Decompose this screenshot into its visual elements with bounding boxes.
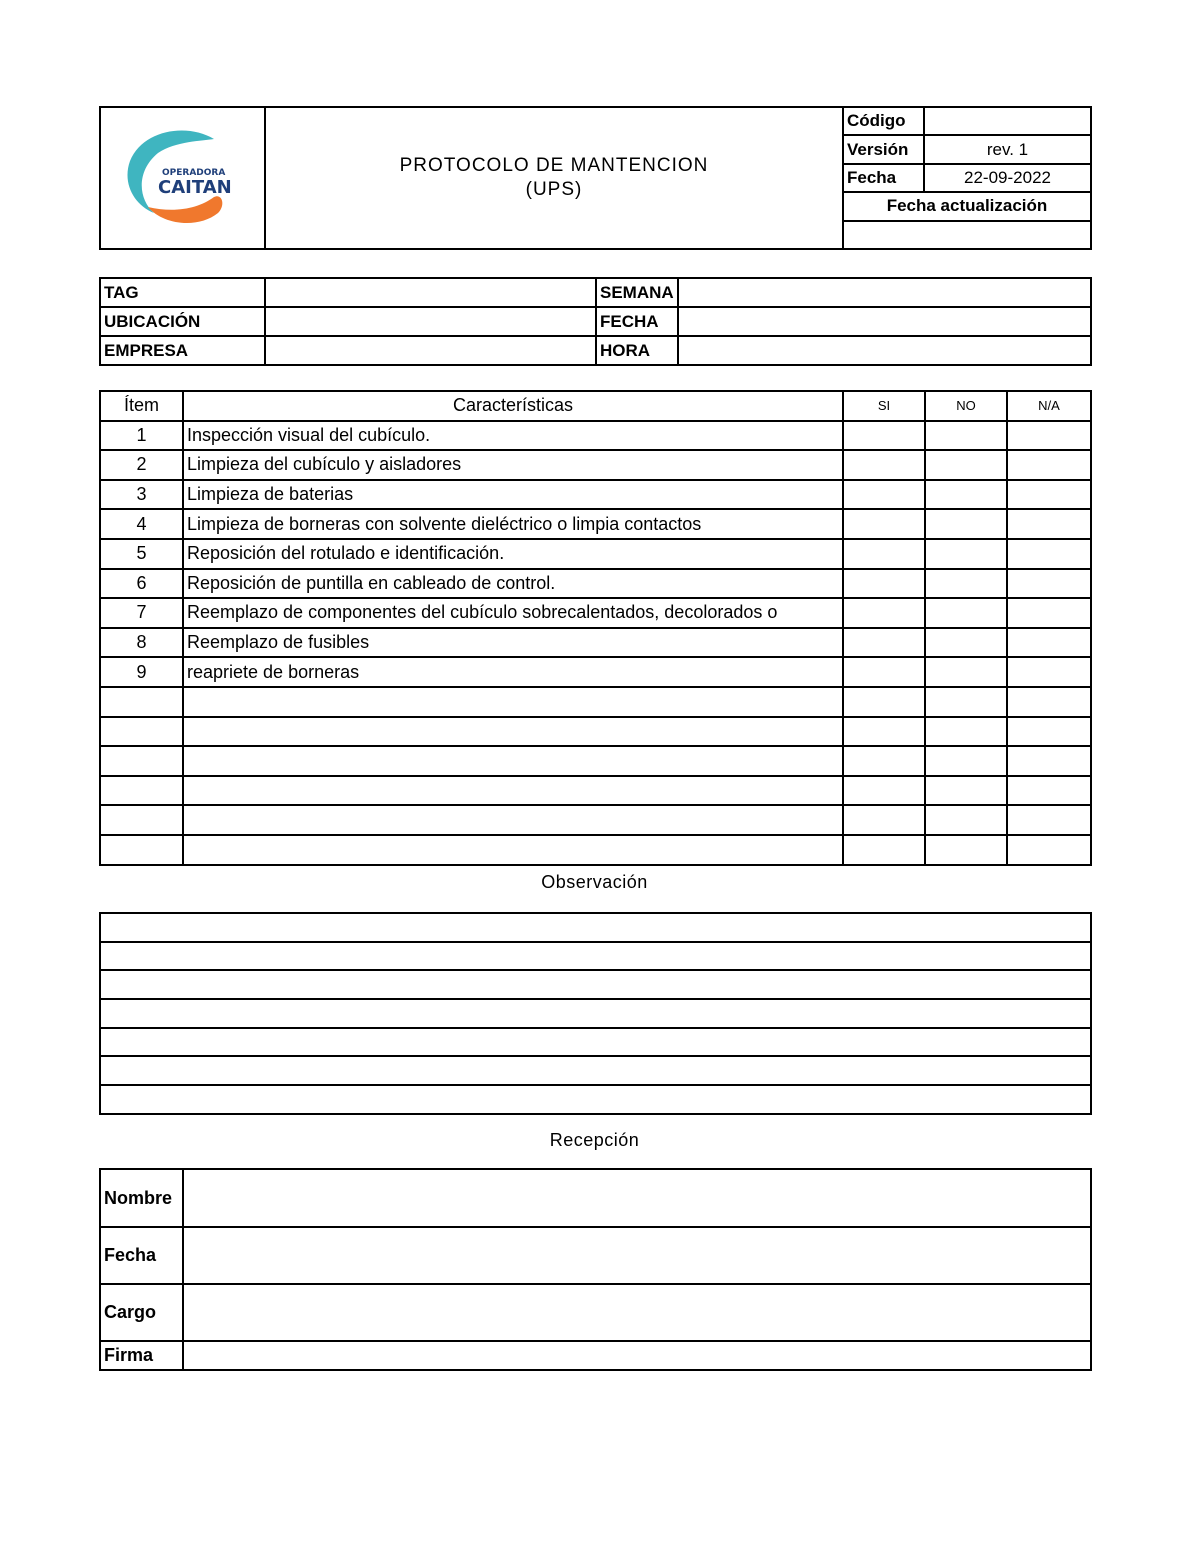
hora-label: HORA (596, 336, 678, 365)
item-header: Ítem (100, 391, 183, 421)
no-checkbox-cell[interactable] (925, 450, 1007, 480)
fecha-info-label: FECHA (596, 307, 678, 336)
no-checkbox-cell[interactable] (925, 805, 1007, 835)
recepcion-table (99, 1168, 1092, 1371)
na-checkbox-cell[interactable] (1007, 835, 1091, 865)
firma-label: Firma (100, 1341, 183, 1370)
observacion-line (100, 913, 1091, 942)
firma-field[interactable] (183, 1341, 1091, 1370)
empresa-label: EMPRESA (100, 336, 265, 365)
document-header (99, 106, 1092, 250)
characteristic-text: Limpieza del cubículo y aisladores (183, 450, 843, 480)
no-checkbox-cell[interactable] (925, 598, 1007, 628)
svg-text:CAITAN: CAITAN (157, 176, 232, 198)
si-checkbox-cell[interactable] (843, 450, 925, 480)
item-number: 8 (100, 628, 183, 658)
item-number: 6 (100, 569, 183, 599)
version-field[interactable]: rev. 1 (924, 135, 1091, 163)
na-checkbox-cell[interactable] (1007, 450, 1091, 480)
observacion-field[interactable] (100, 1085, 1091, 1114)
no-checkbox-cell[interactable] (925, 628, 1007, 658)
document-title (265, 107, 843, 249)
observacion-line (100, 999, 1091, 1028)
recepcion-title: Recepción (549, 1130, 640, 1150)
si-checkbox-cell[interactable] (843, 509, 925, 539)
characteristic-text: Reemplazo de fusibles (183, 628, 843, 658)
si-checkbox-cell[interactable] (843, 776, 925, 806)
si-checkbox-cell[interactable] (843, 569, 925, 599)
si-checkbox-cell[interactable] (843, 628, 925, 658)
observacion-table (99, 912, 1092, 1115)
item-number: 4 (100, 509, 183, 539)
semana-label: SEMANA (596, 278, 678, 307)
checklist-row (100, 746, 1091, 776)
item-number (100, 746, 183, 776)
no-checkbox-cell[interactable] (925, 776, 1007, 806)
item-number (100, 776, 183, 806)
fecha-label: Fecha (843, 164, 924, 192)
si-checkbox-cell[interactable] (843, 421, 925, 451)
checklist-row (100, 539, 1091, 569)
si-checkbox-cell[interactable] (843, 805, 925, 835)
characteristic-text: reapriete de borneras (183, 657, 843, 687)
observacion-line (100, 1085, 1091, 1114)
na-header: N/A (1007, 391, 1091, 421)
checklist-row (100, 717, 1091, 747)
si-checkbox-cell[interactable] (843, 598, 925, 628)
checklist-row (100, 598, 1091, 628)
no-checkbox-cell[interactable] (925, 480, 1007, 510)
checklist-row (100, 776, 1091, 806)
tag-label: TAG (100, 278, 265, 307)
info-table (99, 277, 1092, 366)
observacion-line (100, 970, 1091, 999)
observacion-line (100, 942, 1091, 971)
ubicacion-label: UBICACIÓN (100, 307, 265, 336)
na-checkbox-cell[interactable] (1007, 509, 1091, 539)
checklist-row (100, 509, 1091, 539)
observacion-field[interactable] (100, 942, 1091, 971)
si-checkbox-cell[interactable] (843, 717, 925, 747)
na-checkbox-cell[interactable] (1007, 687, 1091, 717)
item-number: 2 (100, 450, 183, 480)
observacion-field[interactable] (100, 970, 1091, 999)
nombre-label: Nombre (100, 1169, 183, 1227)
characteristic-text: Reposición de puntilla en cableado de control. (183, 569, 843, 599)
na-checkbox-cell[interactable] (1007, 746, 1091, 776)
na-checkbox-cell[interactable] (1007, 539, 1091, 569)
fecha-recepcion-field[interactable] (183, 1227, 1091, 1284)
cargo-field[interactable] (183, 1284, 1091, 1341)
observacion-field[interactable] (100, 1056, 1091, 1085)
na-checkbox-cell[interactable] (1007, 657, 1091, 687)
checklist-row (100, 421, 1091, 451)
characteristic-text: Reposición del rotulado e identificación. (183, 539, 843, 569)
no-checkbox-cell[interactable] (925, 539, 1007, 569)
fecha-recepcion-label: Fecha (100, 1227, 183, 1284)
caitan-logo (118, 121, 248, 231)
no-checkbox-cell[interactable] (925, 657, 1007, 687)
checklist-row (100, 657, 1091, 687)
observacion-field[interactable] (100, 1028, 1091, 1057)
checklist-row (100, 687, 1091, 717)
characteristic-text: Limpieza de borneras con solvente dieléctrico o limpia contactos (183, 509, 843, 539)
si-checkbox-cell[interactable] (843, 746, 925, 776)
no-checkbox-cell[interactable] (925, 421, 1007, 451)
no-checkbox-cell[interactable] (925, 717, 1007, 747)
observacion-title: Observación (541, 872, 648, 892)
characteristic-text (183, 746, 843, 776)
si-checkbox-cell[interactable] (843, 687, 925, 717)
observacion-field[interactable] (100, 999, 1091, 1028)
checklist-row (100, 805, 1091, 835)
cargo-label: Cargo (100, 1284, 183, 1341)
no-header: NO (925, 391, 1007, 421)
title-line-2: (UPS) (525, 179, 583, 200)
characteristic-text (183, 805, 843, 835)
fecha-actualizacion-field[interactable] (843, 221, 1091, 249)
no-checkbox-cell[interactable] (925, 687, 1007, 717)
fecha-field[interactable]: 22-09-2022 (924, 164, 1091, 192)
na-checkbox-cell[interactable] (1007, 628, 1091, 658)
na-checkbox-cell[interactable] (1007, 598, 1091, 628)
item-number: 9 (100, 657, 183, 687)
characteristic-text: Reemplazo de componentes del cubículo sobrecalentados, decolorados o (183, 598, 843, 628)
no-checkbox-cell[interactable] (925, 835, 1007, 865)
ubicacion-field[interactable] (265, 307, 596, 336)
checklist-row (100, 450, 1091, 480)
empresa-field[interactable] (265, 336, 596, 365)
observacion-line (100, 1056, 1091, 1085)
caracteristicas-header: Características (183, 391, 843, 421)
nombre-field[interactable] (183, 1169, 1091, 1227)
fecha-info-field[interactable] (678, 307, 1091, 336)
na-checkbox-cell[interactable] (1007, 421, 1091, 451)
characteristic-text (183, 687, 843, 717)
codigo-label: Código (843, 107, 924, 135)
fecha-actualizacion-label: Fecha actualización (843, 192, 1091, 220)
si-checkbox-cell[interactable] (843, 835, 925, 865)
checklist-row (100, 835, 1091, 865)
na-checkbox-cell[interactable] (1007, 569, 1091, 599)
na-checkbox-cell[interactable] (1007, 805, 1091, 835)
na-checkbox-cell[interactable] (1007, 717, 1091, 747)
logo-cell (100, 107, 265, 249)
item-number (100, 717, 183, 747)
characteristic-text (183, 717, 843, 747)
si-checkbox-cell[interactable] (843, 480, 925, 510)
item-number: 3 (100, 480, 183, 510)
no-checkbox-cell[interactable] (925, 509, 1007, 539)
item-number: 7 (100, 598, 183, 628)
hora-field[interactable] (678, 336, 1091, 365)
checklist-row (100, 480, 1091, 510)
no-checkbox-cell[interactable] (925, 746, 1007, 776)
version-label: Versión (843, 135, 924, 163)
title-line-1: PROTOCOLO DE MANTENCION (399, 155, 709, 176)
item-number (100, 805, 183, 835)
characteristic-text: Inspección visual del cubículo. (183, 421, 843, 451)
codigo-field[interactable] (924, 107, 1091, 135)
item-number: 5 (100, 539, 183, 569)
checklist-row (100, 628, 1091, 658)
tag-field[interactable] (265, 278, 596, 307)
na-checkbox-cell[interactable] (1007, 480, 1091, 510)
na-checkbox-cell[interactable] (1007, 776, 1091, 806)
characteristic-text: Limpieza de baterias (183, 480, 843, 510)
item-number (100, 687, 183, 717)
checklist-row (100, 569, 1091, 599)
si-header: SI (843, 391, 925, 421)
item-number (100, 835, 183, 865)
si-checkbox-cell[interactable] (843, 657, 925, 687)
si-checkbox-cell[interactable] (843, 539, 925, 569)
characteristic-text (183, 776, 843, 806)
semana-field[interactable] (678, 278, 1091, 307)
item-number: 1 (100, 421, 183, 451)
characteristic-text (183, 835, 843, 865)
observacion-line (100, 1028, 1091, 1057)
svg-text:OPERADORA: OPERADORA (161, 167, 225, 178)
observacion-field[interactable] (100, 913, 1091, 942)
checklist-table (99, 390, 1092, 866)
no-checkbox-cell[interactable] (925, 569, 1007, 599)
